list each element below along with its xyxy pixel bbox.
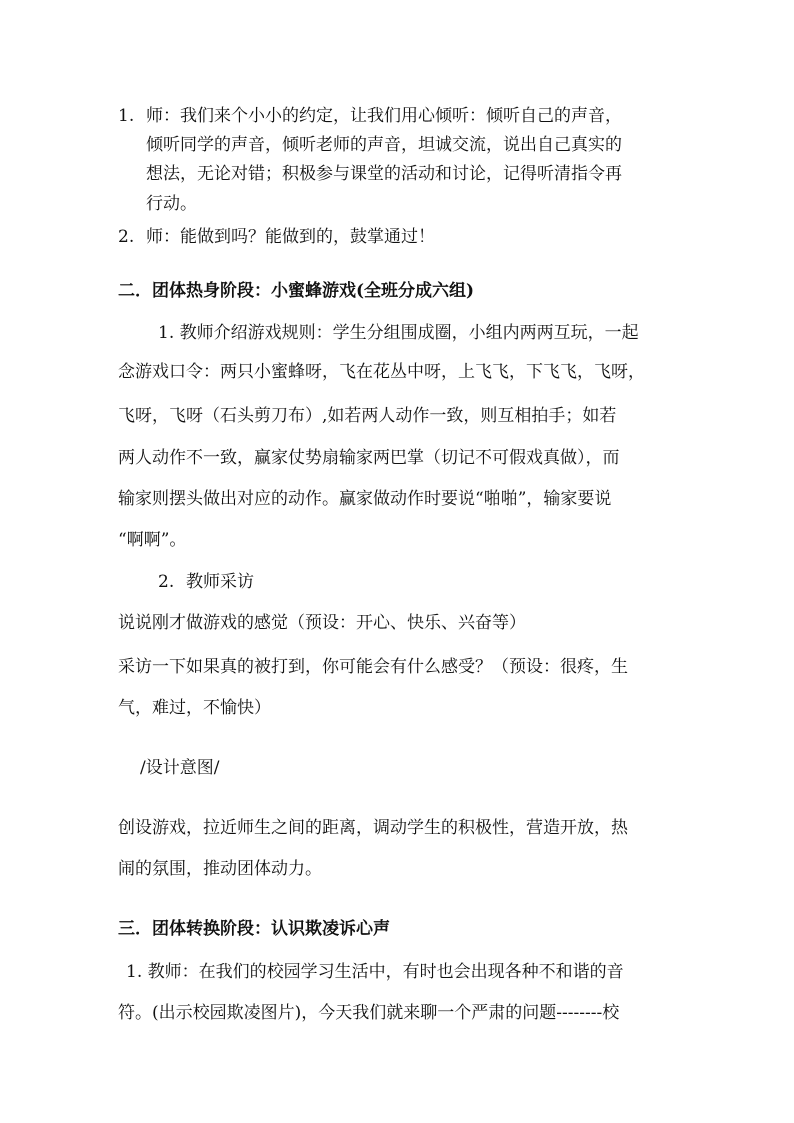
list-item-1-line-3: 想法，无论对错；积极参与课堂的活动和讨论，记得听清指令再 [146, 164, 622, 184]
section-heading-2: 二．团体热身阶段：小蜜蜂游戏(全班分成六组) [118, 281, 475, 301]
list-item-2-interview [158, 571, 254, 593]
list-item-1-line-2: 倾听同学的声音，倾听老师的声音，坦诚交流，说出自己真实的 [146, 135, 622, 155]
paragraph-line: “啊啊”。 [118, 530, 187, 550]
section-heading-3: 三．团体转换阶段：认识欺凌诉心声 [118, 919, 390, 939]
list-item-text: 师：能做到吗？能做到的，鼓掌通过！ [146, 227, 435, 247]
paragraph-line: 念游戏口令：两只小蜜蜂呀，飞在花丛中呀，上飞飞，下飞飞，飞呀， [118, 362, 645, 382]
interview-line: 气，难过，不愉快） [118, 698, 271, 718]
design-intent-text: 闹的氛围，推动团体动力。 [118, 859, 322, 879]
list-item-number: 2. [158, 572, 175, 592]
paragraph-line: 两人动作不一致，赢家仗势扇输家两巴掌（切记不可假戏真做），而 [118, 448, 620, 468]
list-item-number: 1. [118, 106, 135, 126]
paragraph-line: 飞呀，飞呀（石头剪刀布）,如若两人动作一致，则互相拍手；如若 [118, 406, 617, 426]
list-item-text: 师：我们来个小小的约定，让我们用心倾听：倾听自己的声音， [146, 106, 622, 126]
paragraph-line: 1. 教师介绍游戏规则：学生分组围成圈，小组内两两互玩，一起 [158, 323, 639, 343]
list-item-2 [118, 226, 435, 248]
design-intent-label: /设计意图/ [140, 758, 220, 778]
interview-line: 采访一下如果真的被打到，你可能会有什么感受？（预设：很疼，生 [118, 657, 628, 677]
design-intent-text: 创设游戏，拉近师生之间的距离，调动学生的积极性，营造开放，热 [118, 818, 628, 838]
list-item-text: 教师采访 [186, 572, 254, 592]
list-item-number: 2. [118, 227, 135, 247]
list-item-1 [118, 105, 622, 127]
paragraph-line: 符。(出示校园欺凌图片)，今天我们就来聊一个严肃的问题--------校 [118, 1003, 620, 1023]
paragraph-line: 1. 教师：在我们的校园学习生活中，有时也会出现各种不和谐的音 [126, 962, 624, 982]
interview-line: 说说刚才做游戏的感觉（预设：开心、快乐、兴奋等） [118, 613, 526, 633]
list-item-1-line-4: 行动。 [146, 194, 197, 214]
paragraph-line: 输家则摆头做出对应的动作。赢家做动作时要说“啪啪”，输家要说 [118, 489, 612, 509]
